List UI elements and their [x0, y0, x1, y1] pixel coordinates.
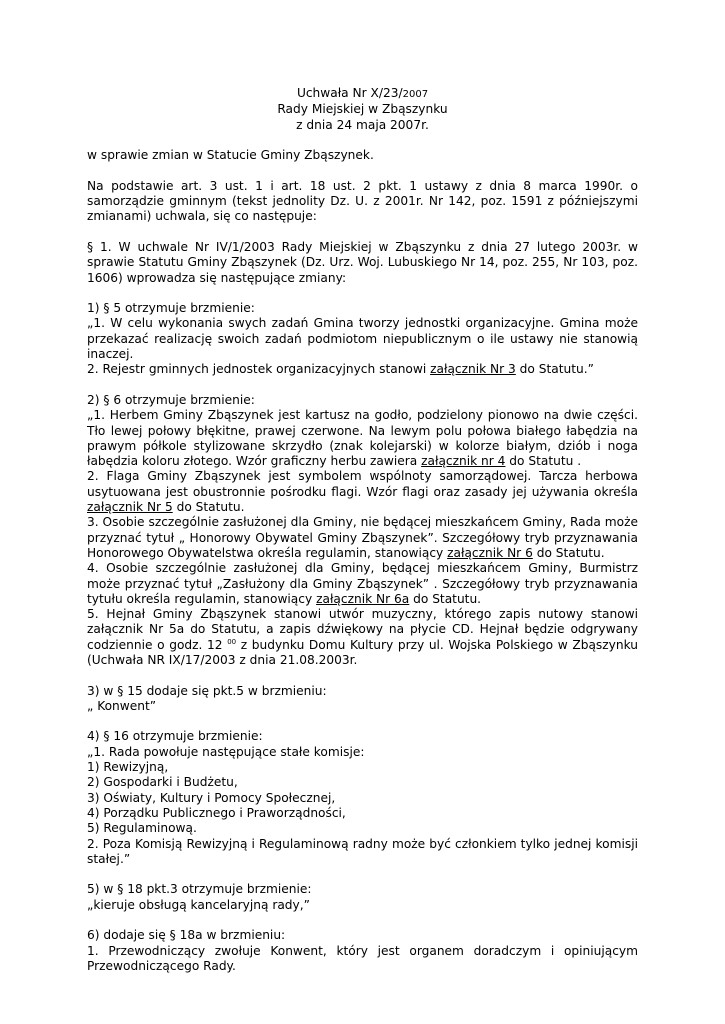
section-1: § 1. W uchwale Nr IV/1/2003 Rady Miejskiej w Zbąszynku z dnia 27 lutego 2003r. w sprawie Statutu Gminy Zbąszynek (Dz. Urz. Woj. Lubuskiego Nr 14, poz. 255, Nr 103, poz. 1606) wprowadza się następujące zmiany: — [87, 239, 638, 285]
legal-basis: Na podstawie art. 3 ust. 1 i art. 18 ust. 2 pkt. 1 ustawy z dnia 8 marca 1990r. o samorządzie gminnym (tekst jednolity Dz. U. z 2001r. Nr 142, poz. 1591 z późniejszymi zmianami) uchwala, się co następuje: — [87, 178, 638, 224]
amendment-heading: 6) dodaje się § 18a w brzmieniu: — [87, 928, 286, 943]
commission-line: „1. Rada powołuje następujące stałe komisje: — [87, 744, 365, 759]
commission-line: 2) Gospodarki i Budżetu, — [87, 775, 238, 790]
amendment-paragraph-16 — [87, 729, 638, 867]
attachment-reference: załącznik nr 4 — [421, 454, 506, 469]
commission-line: 5) Regulaminową. — [87, 821, 197, 836]
commission-line: 3) Oświaty, Kultury i Pomocy Społecznej, — [87, 790, 336, 805]
amendment-item: 2. Rejestr gminnych jednostek organizacyjnych stanowi załącznik Nr 3 do Statutu.” — [87, 362, 594, 377]
amendment-heading: 2) § 6 otrzymuje brzmienie: — [87, 392, 255, 407]
amendment-item: „1. Herbem Gminy Zbąszynek jest kartusz na godło, podzielony pionowo na dwie części. Tło lewej połowy błękitne, prawej czerwone. Na lewym polu połowa białego łabędzia na prawym półkole stylizowane skrzydło (znak kolejarski) w kolorze białym, dziób i noga łabędzia koloru złotego. Wzór graficzny herbu zawiera załącznik nr 4 do Statutu . — [87, 408, 638, 469]
commission-line: 1) Rewizyjną, — [87, 760, 169, 775]
attachment-reference: załącznik Nr 5 — [87, 500, 173, 515]
resolution-subject: w sprawie zmian w Statucie Gminy Zbąszynek. — [87, 148, 374, 163]
hour-superscript: 00 — [227, 637, 237, 646]
resolution-year: 2007 — [402, 89, 429, 100]
commission-line: 4) Porządku Publicznego i Praworządności, — [87, 805, 346, 820]
amendment-item: 4. Osobie szczególnie zasłużonej dla Gminy, będącej mieszkańcem Gminy, Burmistrz może przyznać tytuł „Zasłużony dla Gminy Zbąszynek” . Szczegółowy tryb przyznawania tytułu określa regulamin, stanowiący załącznik Nr 6a do Statutu. — [87, 561, 638, 606]
amendment-paragraph-5 — [87, 301, 638, 377]
attachment-reference: załącznik Nr 3 — [430, 362, 516, 377]
amendment-item: 1. Przewodniczący zwołuje Konwent, który jest organem doradczym i opiniującym Przewodniczącego Rady. — [87, 943, 638, 973]
amendment-paragraph-18 — [87, 882, 638, 913]
amendment-item: 2. Poza Komisją Rewizyjną i Regulaminową radny może być członkiem tylko jednej komisji stałej.” — [87, 836, 638, 866]
amendment-item: „kieruje obsługą kancelaryjną rady,” — [87, 897, 310, 912]
amendment-paragraph-6 — [87, 393, 638, 668]
amendment-heading: 5) w § 18 pkt.3 otrzymuje brzmienie: — [87, 882, 312, 897]
resolution-number: Uchwała Nr X/23/2007 — [296, 86, 429, 100]
amendment-heading: 1) § 5 otrzymuje brzmienie: — [87, 301, 255, 316]
document-page — [87, 86, 638, 974]
attachment-reference: załącznik Nr 6a — [316, 591, 410, 606]
amendment-item: 3. Osobie szczególnie zasłużonej dla Gminy, nie będącej mieszkańcem Gminy, Rada może przyznać tytuł „ Honorowy Obywatel Gminy Zbąszynek”. Szczegółowy tryb przyznawania Honorowego Obywatelstwa określa regulamin, stanowiący załącznik Nr 6 do Statutu. — [87, 515, 638, 560]
amendment-heading: 4) § 16 otrzymuje brzmienie: — [87, 729, 263, 744]
council-name: Rady Miejskiej w Zbąszynku — [277, 102, 448, 117]
amendment-paragraph-15 — [87, 684, 638, 715]
amendment-item: 5. Hejnał Gminy Zbąszynek stanowi utwór muzyczny, którego zapis nutowy stanowi załącznik Nr 5a do Statutu, a zapis dźwiękowy na płycie CD. Hejnał będzie odgrywany codziennie o godz. 12 $^{00}$ z budynku Domu Kultury przy ul. Wojska Polskiego w Zbąszynku (Uchwała NR IX/17/2003 z dnia 21.08.2003r. — [87, 607, 639, 667]
resolution-header — [87, 86, 638, 133]
amendment-item: 2. Flaga Gminy Zbąszynek jest symbolem wspólnoty samorządowej. Tarcza herbowa usytuowana jest obustronnie pośrodku flagi. Wzór flagi oraz zasady jej używania określa załącznik Nr 5 do Statutu. — [87, 469, 638, 515]
amendment-item: „ Konwent” — [87, 698, 157, 713]
attachment-reference: załącznik Nr 6 — [447, 545, 533, 560]
amendment-item: „1. W celu wykonania swych zadań Gmina tworzy jednostki organizacyjne. Gmina może przekazać realizację swoich zadań podmiotom niepublicznym o ile ustawy nie stanowią inaczej. — [87, 316, 638, 362]
amendment-paragraph-18a — [87, 928, 638, 974]
amendment-heading: 3) w § 15 dodaje się pkt.5 w brzmieniu: — [87, 683, 327, 698]
resolution-date: z dnia 24 maja 2007r. — [296, 117, 429, 132]
